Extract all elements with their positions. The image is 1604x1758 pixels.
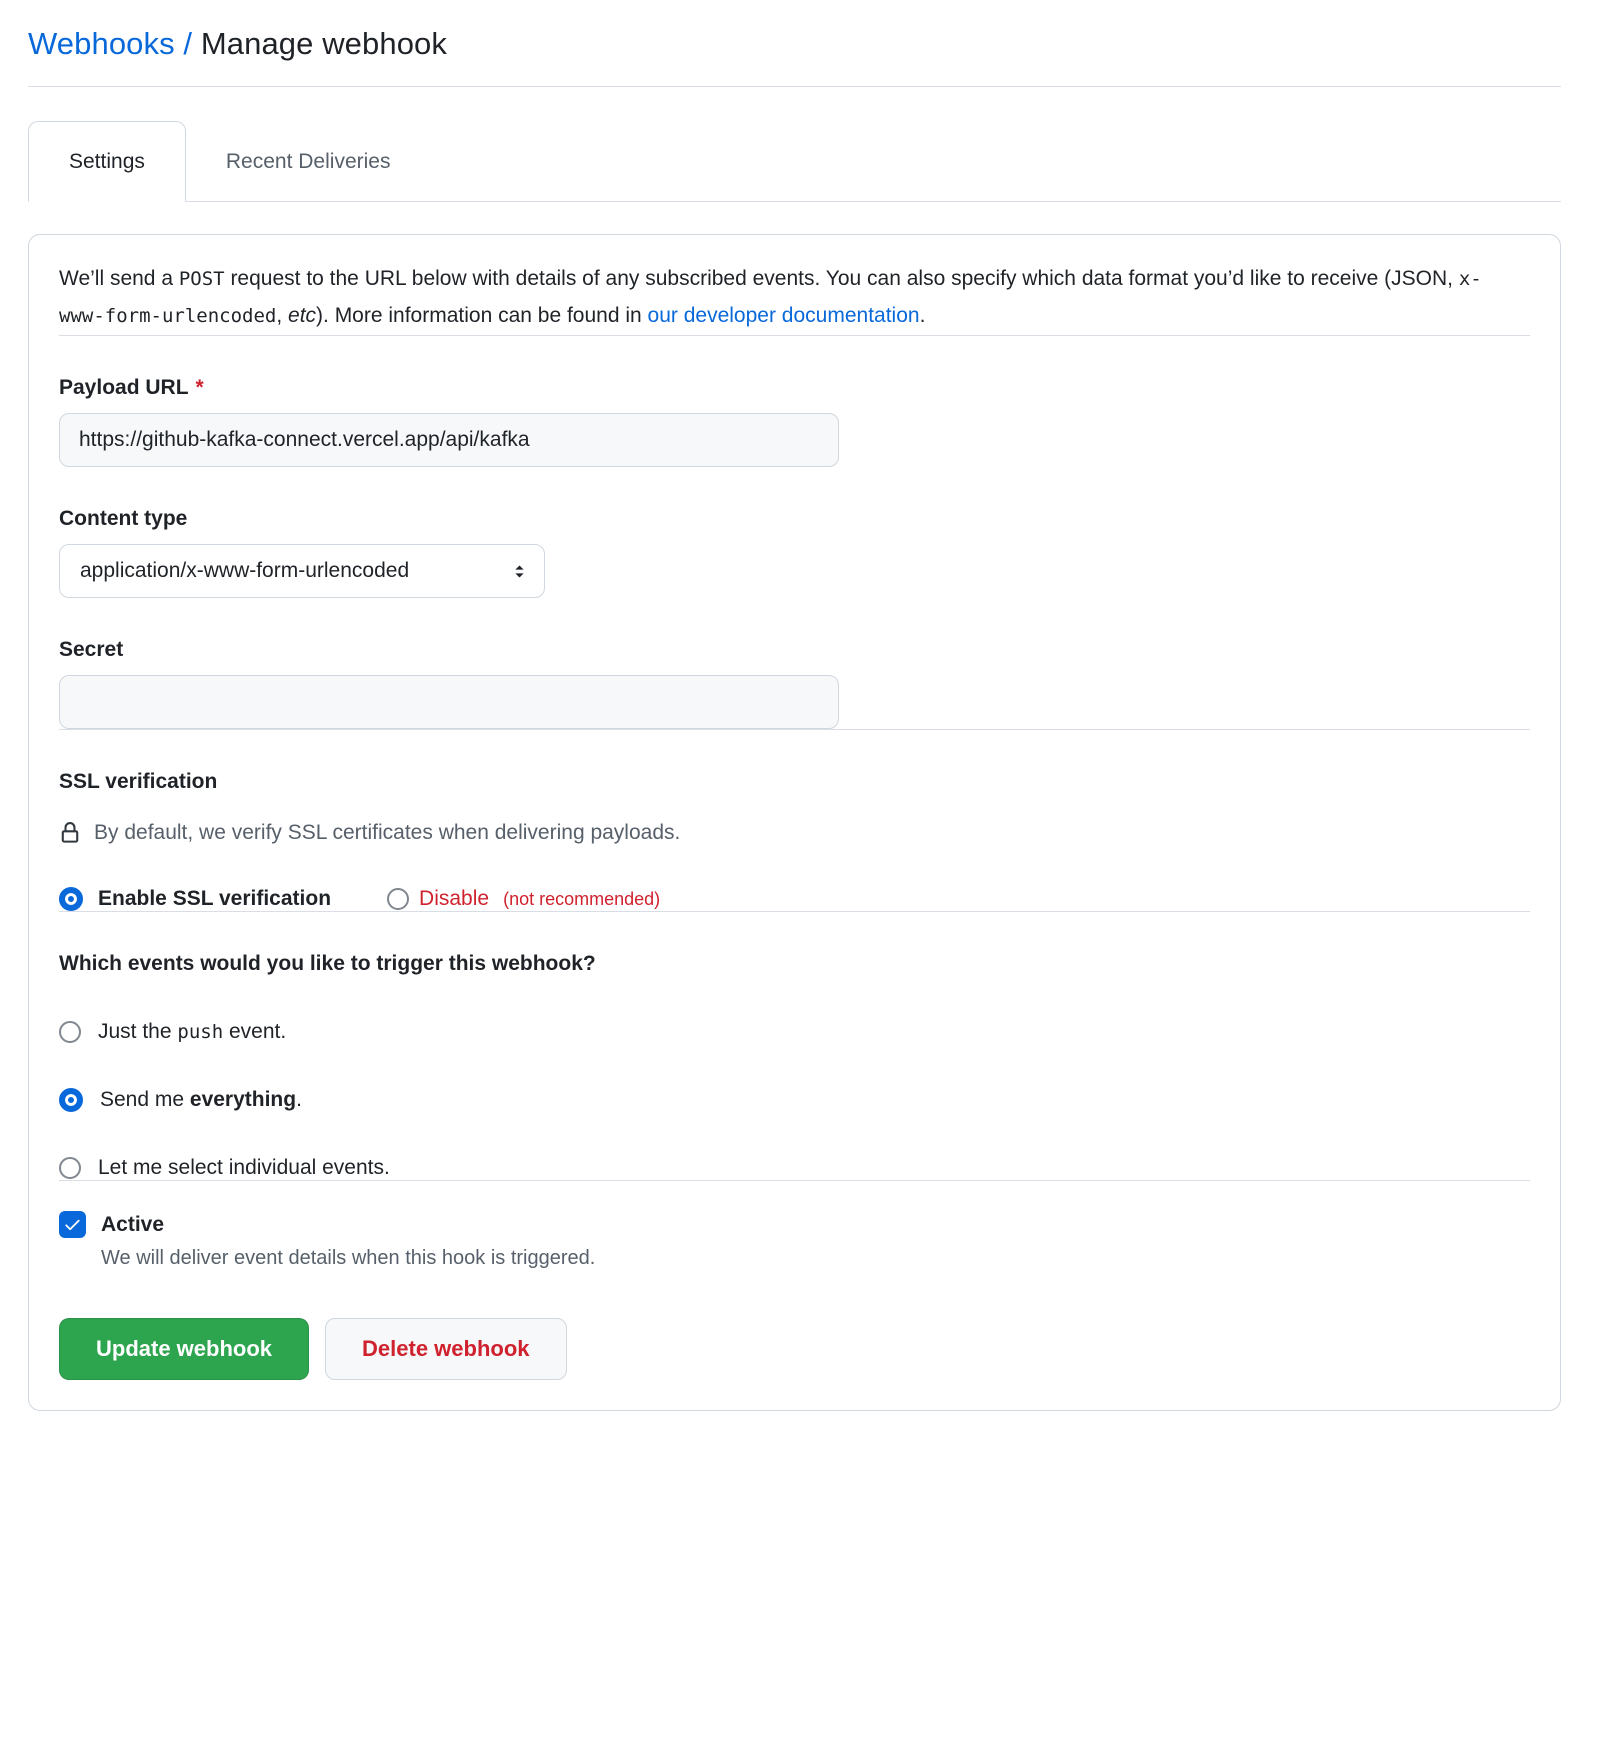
webhook-settings-panel: [28, 234, 1561, 1411]
update-webhook-button[interactable]: Update webhook: [59, 1318, 309, 1380]
ssl-note: [59, 821, 1530, 845]
tab-bar: [28, 121, 1561, 202]
page-title: [28, 26, 1561, 62]
payload-url-label-text: Payload URL: [59, 376, 189, 400]
intro-text-3: ,: [276, 304, 289, 328]
ssl-enable-radio[interactable]: [59, 887, 83, 911]
breadcrumb-webhooks-link[interactable]: Webhooks: [28, 26, 175, 61]
active-label[interactable]: Active: [101, 1212, 165, 1236]
content-type-selected-value: application/x-www-form-urlencoded: [80, 559, 410, 583]
active-section: [59, 1211, 1530, 1270]
tab-recent-deliveries[interactable]: Recent Deliveries: [225, 150, 391, 173]
event-everything-radio[interactable]: [59, 1088, 83, 1112]
payload-url-label: [59, 376, 1530, 400]
check-icon: [63, 1215, 82, 1234]
ssl-disable-label[interactable]: Disable: [419, 887, 490, 911]
developer-docs-link[interactable]: our developer documentation: [647, 304, 920, 328]
push-code: push: [177, 1021, 224, 1044]
payload-url-input[interactable]: [59, 413, 839, 467]
event-push-text-1: Just the: [98, 1020, 178, 1044]
tab-settings[interactable]: Settings: [28, 121, 186, 202]
required-asterisk: *: [195, 376, 204, 400]
event-everything-bold: everything: [189, 1088, 297, 1112]
event-push-label[interactable]: [98, 1020, 286, 1044]
ssl-disable-option: [387, 887, 660, 911]
secret-input[interactable]: [59, 675, 839, 729]
divider: [59, 729, 1530, 730]
events-heading: Which events would you like to trigger this webhook?: [59, 952, 596, 976]
intro-text-5: .: [919, 304, 926, 328]
event-individual-label[interactable]: Let me select individual events.: [98, 1156, 390, 1180]
breadcrumb-separator-slash: /: [183, 26, 193, 61]
event-option-push: [59, 1020, 1530, 1044]
intro-text: [59, 261, 1519, 335]
etc-italic: etc: [288, 304, 317, 328]
delete-webhook-button[interactable]: Delete webhook: [325, 1318, 566, 1380]
divider: [59, 335, 1530, 336]
intro-text-1: We’ll send a: [59, 267, 179, 291]
ssl-note-text: By default, we verify SSL certificates when delivering payloads.: [94, 821, 681, 845]
active-checkbox[interactable]: [59, 1211, 86, 1238]
event-individual-radio[interactable]: [59, 1157, 81, 1179]
post-code: POST: [178, 268, 225, 291]
intro-text-4: ). More information can be found in: [316, 304, 648, 328]
secret-label: Secret: [59, 638, 124, 662]
active-description: We will deliver event details when this hook is triggered.: [101, 1247, 596, 1270]
breadcrumb-current: Manage webhook: [200, 26, 447, 61]
ssl-disable-radio[interactable]: [387, 888, 409, 910]
urlencoded-code: x-www-form-urlencoded: [59, 268, 1482, 328]
event-push-radio[interactable]: [59, 1021, 81, 1043]
ssl-disable-note: (not recommended): [503, 888, 661, 909]
divider: [59, 911, 1530, 912]
action-buttons: [59, 1318, 1530, 1380]
event-option-everything: [59, 1088, 1530, 1112]
lock-icon: [59, 822, 81, 844]
event-everything-label[interactable]: [100, 1088, 302, 1112]
ssl-verification-heading: SSL verification: [59, 770, 218, 794]
divider: [59, 1180, 1530, 1181]
content-type-select[interactable]: [59, 544, 545, 598]
content-type-label: Content type: [59, 507, 188, 531]
event-option-individual: [59, 1156, 1530, 1180]
ssl-enable-label[interactable]: Enable SSL verification: [98, 887, 332, 911]
title-divider: [28, 86, 1561, 87]
select-caret-icon: [511, 563, 528, 580]
ssl-enable-option: [59, 887, 331, 911]
event-push-text-2: event.: [223, 1020, 287, 1044]
active-row: [59, 1211, 1530, 1238]
intro-text-2: request to the URL below with details of any subscribed events. You can also specify which data format you’d like to receive (JSON,: [224, 267, 1459, 291]
event-everything-text-2: .: [296, 1088, 302, 1112]
ssl-options: [59, 887, 1530, 911]
event-everything-text-1: Send me: [100, 1088, 190, 1112]
